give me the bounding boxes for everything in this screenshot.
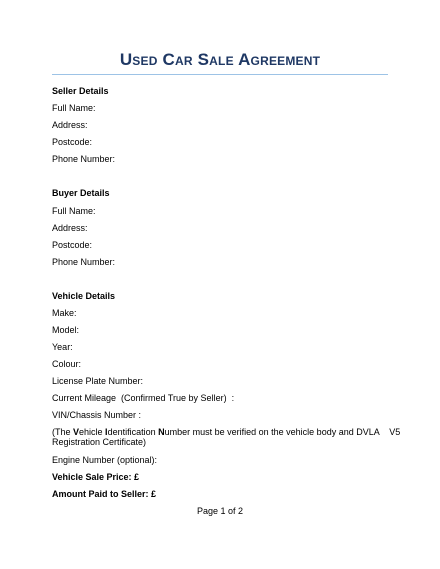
note-dentification: dentification: [107, 427, 159, 437]
buyer-address-label: Address:: [52, 223, 88, 233]
note-n: N: [158, 427, 165, 437]
note-prefix: (The: [52, 427, 74, 437]
note-ehicle: ehicle: [79, 427, 106, 437]
vehicle-year-label: Year:: [52, 342, 73, 352]
seller-details-heading: Seller Details: [52, 86, 109, 96]
buyer-phone-label: Phone Number:: [52, 257, 116, 267]
seller-address-label: Address:: [52, 120, 88, 130]
vehicle-plate-label: License Plate Number:: [52, 376, 144, 386]
vehicle-engine-label: Engine Number (optional):: [52, 455, 158, 465]
buyer-details-heading: Buyer Details: [52, 188, 110, 198]
note-v: V: [73, 427, 80, 437]
page-number: Page 1 of 2: [196, 506, 244, 516]
buyer-postcode-label: Postcode:: [52, 240, 93, 250]
seller-full-name-label: Full Name:: [52, 103, 96, 113]
vehicle-sale-price-label: Vehicle Sale Price: £: [52, 472, 140, 482]
vehicle-vin-label: VIN/Chassis Number :: [52, 410, 142, 420]
vehicle-make-label: Make:: [52, 308, 77, 318]
title-divider: [52, 74, 388, 75]
vehicle-details-heading: Vehicle Details: [52, 291, 116, 301]
buyer-full-name-label: Full Name:: [52, 206, 96, 216]
seller-phone-label: Phone Number:: [52, 154, 116, 164]
vehicle-mileage-label: Current Mileage (Confirmed True by Seller) :: [52, 393, 235, 403]
note-i: I: [105, 427, 108, 437]
vehicle-colour-label: Colour:: [52, 359, 82, 369]
vin-verification-note-line2: Registration Certificate): [52, 437, 147, 447]
note-rest: umber must be verified on the vehicle body and DVLA V5: [164, 427, 401, 437]
vehicle-model-label: Model:: [52, 325, 80, 335]
amount-paid-label: Amount Paid to Seller: £: [52, 489, 157, 499]
seller-postcode-label: Postcode:: [52, 137, 93, 147]
vin-verification-note: [52, 427, 400, 437]
document-title: Used Car Sale Agreement: [119, 50, 321, 69]
